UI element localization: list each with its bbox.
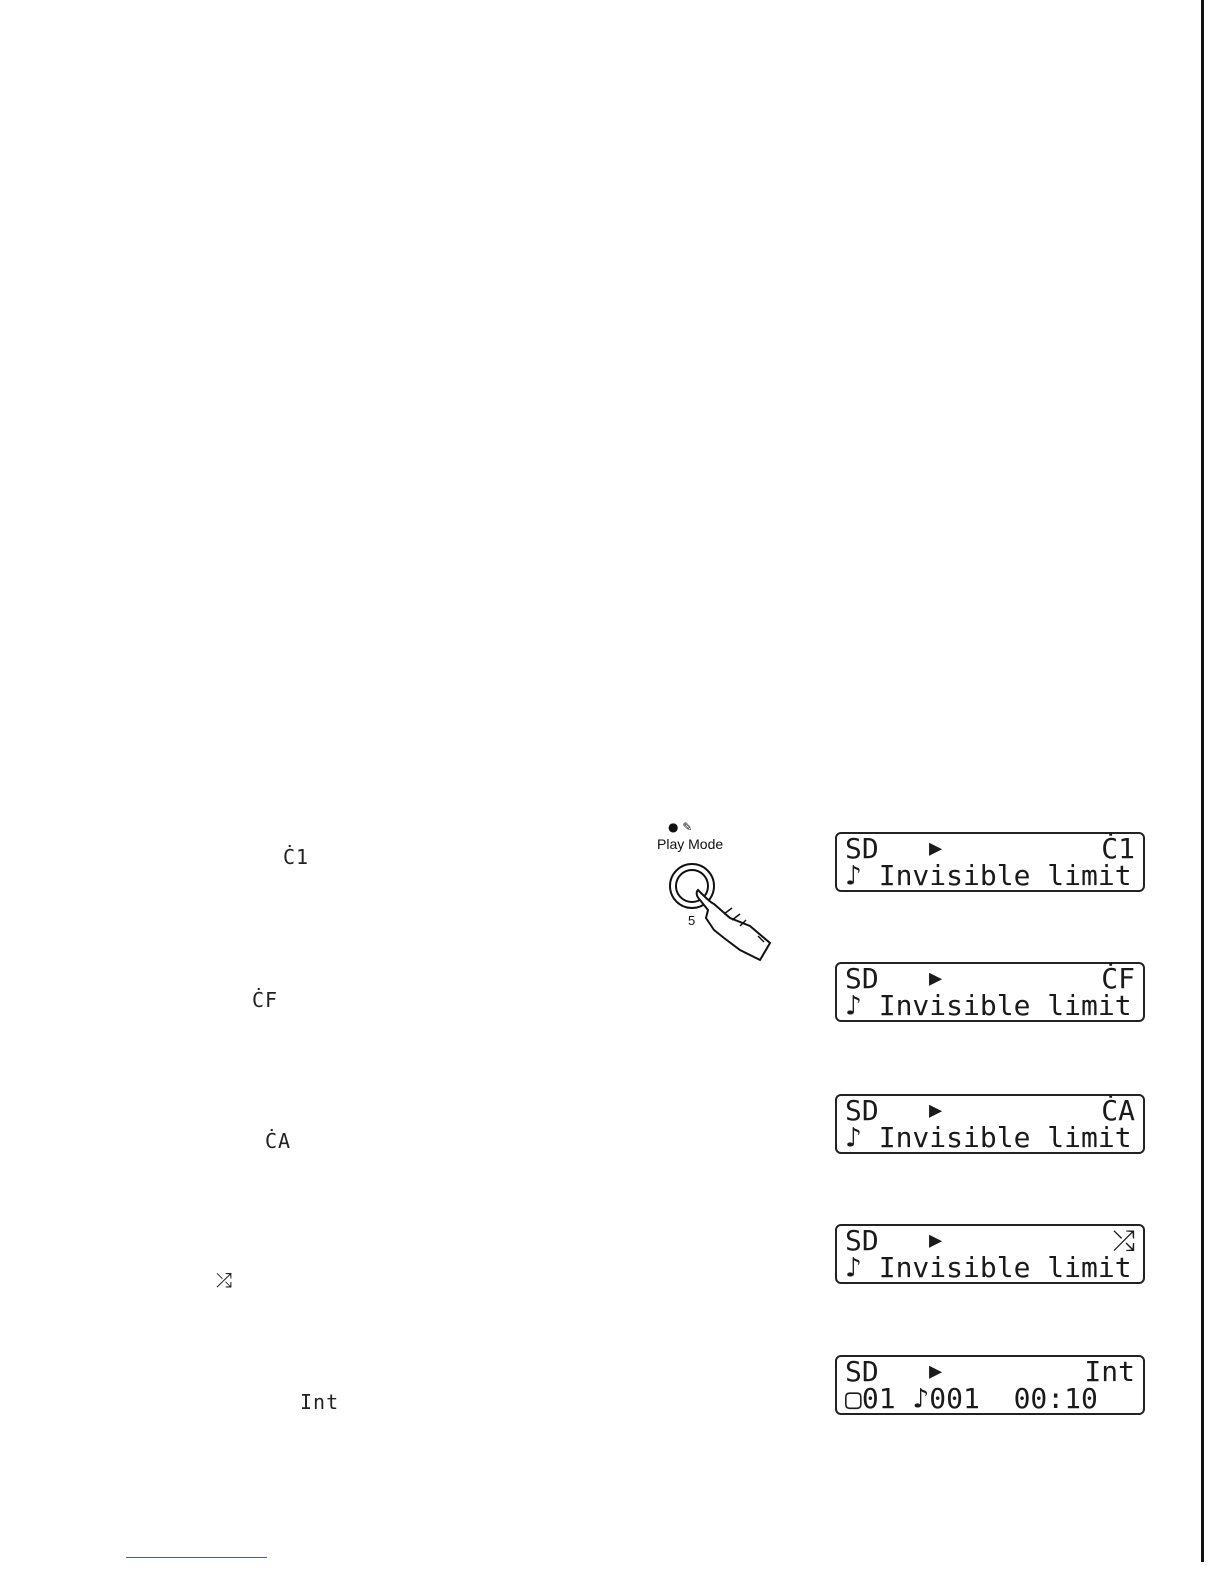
page-edge-rule xyxy=(1201,0,1204,1562)
intro-icon: Int xyxy=(300,1390,340,1414)
track-title: ♪ Invisible limit xyxy=(845,859,1132,892)
lcd-display-repeat-folder xyxy=(835,962,1145,1022)
track-title: ♪ Invisible limit xyxy=(845,1251,1132,1284)
mode-indicator: ĊF xyxy=(1101,962,1135,995)
lcd-display-intro xyxy=(835,1355,1145,1415)
repeat-one-icon: Ċ1 xyxy=(283,845,310,869)
source-label: SD xyxy=(845,962,879,995)
source-label: SD xyxy=(845,832,879,865)
source-label: SD xyxy=(845,1355,879,1388)
link-underline xyxy=(126,1557,267,1558)
record-icon: ● ✎ xyxy=(668,820,693,834)
shuffle-icon: ⤮ xyxy=(216,1268,233,1292)
mode-indicator: ⤮ xyxy=(1112,1224,1135,1257)
mode-indicator: ĊA xyxy=(1101,1094,1135,1127)
play-mode-button-illustration xyxy=(640,818,790,968)
play-mode-label: Play Mode xyxy=(657,836,724,852)
lcd-display-shuffle xyxy=(835,1224,1145,1284)
play-icon: ▶ xyxy=(929,836,943,861)
source-label: SD xyxy=(845,1224,879,1257)
track-info: ▢01 ♪001 00:10 xyxy=(845,1382,1098,1415)
lcd-display-repeat-all xyxy=(835,1094,1145,1154)
play-icon: ▶ xyxy=(929,1098,943,1123)
button-number: 5 xyxy=(688,913,696,928)
play-icon: ▶ xyxy=(929,1228,943,1253)
lcd-display-repeat-one xyxy=(835,832,1145,892)
play-icon: ▶ xyxy=(929,1359,943,1384)
hand-press-icon xyxy=(640,818,790,968)
repeat-folder-icon: ĊF xyxy=(252,988,279,1012)
source-label: SD xyxy=(845,1094,879,1127)
track-title: ♪ Invisible limit xyxy=(845,1121,1132,1154)
track-title: ♪ Invisible limit xyxy=(845,989,1132,1022)
mode-indicator: Int xyxy=(1084,1355,1135,1388)
mode-indicator: Ċ1 xyxy=(1101,832,1135,865)
repeat-all-icon: ĊA xyxy=(265,1129,292,1153)
play-icon: ▶ xyxy=(929,966,943,991)
